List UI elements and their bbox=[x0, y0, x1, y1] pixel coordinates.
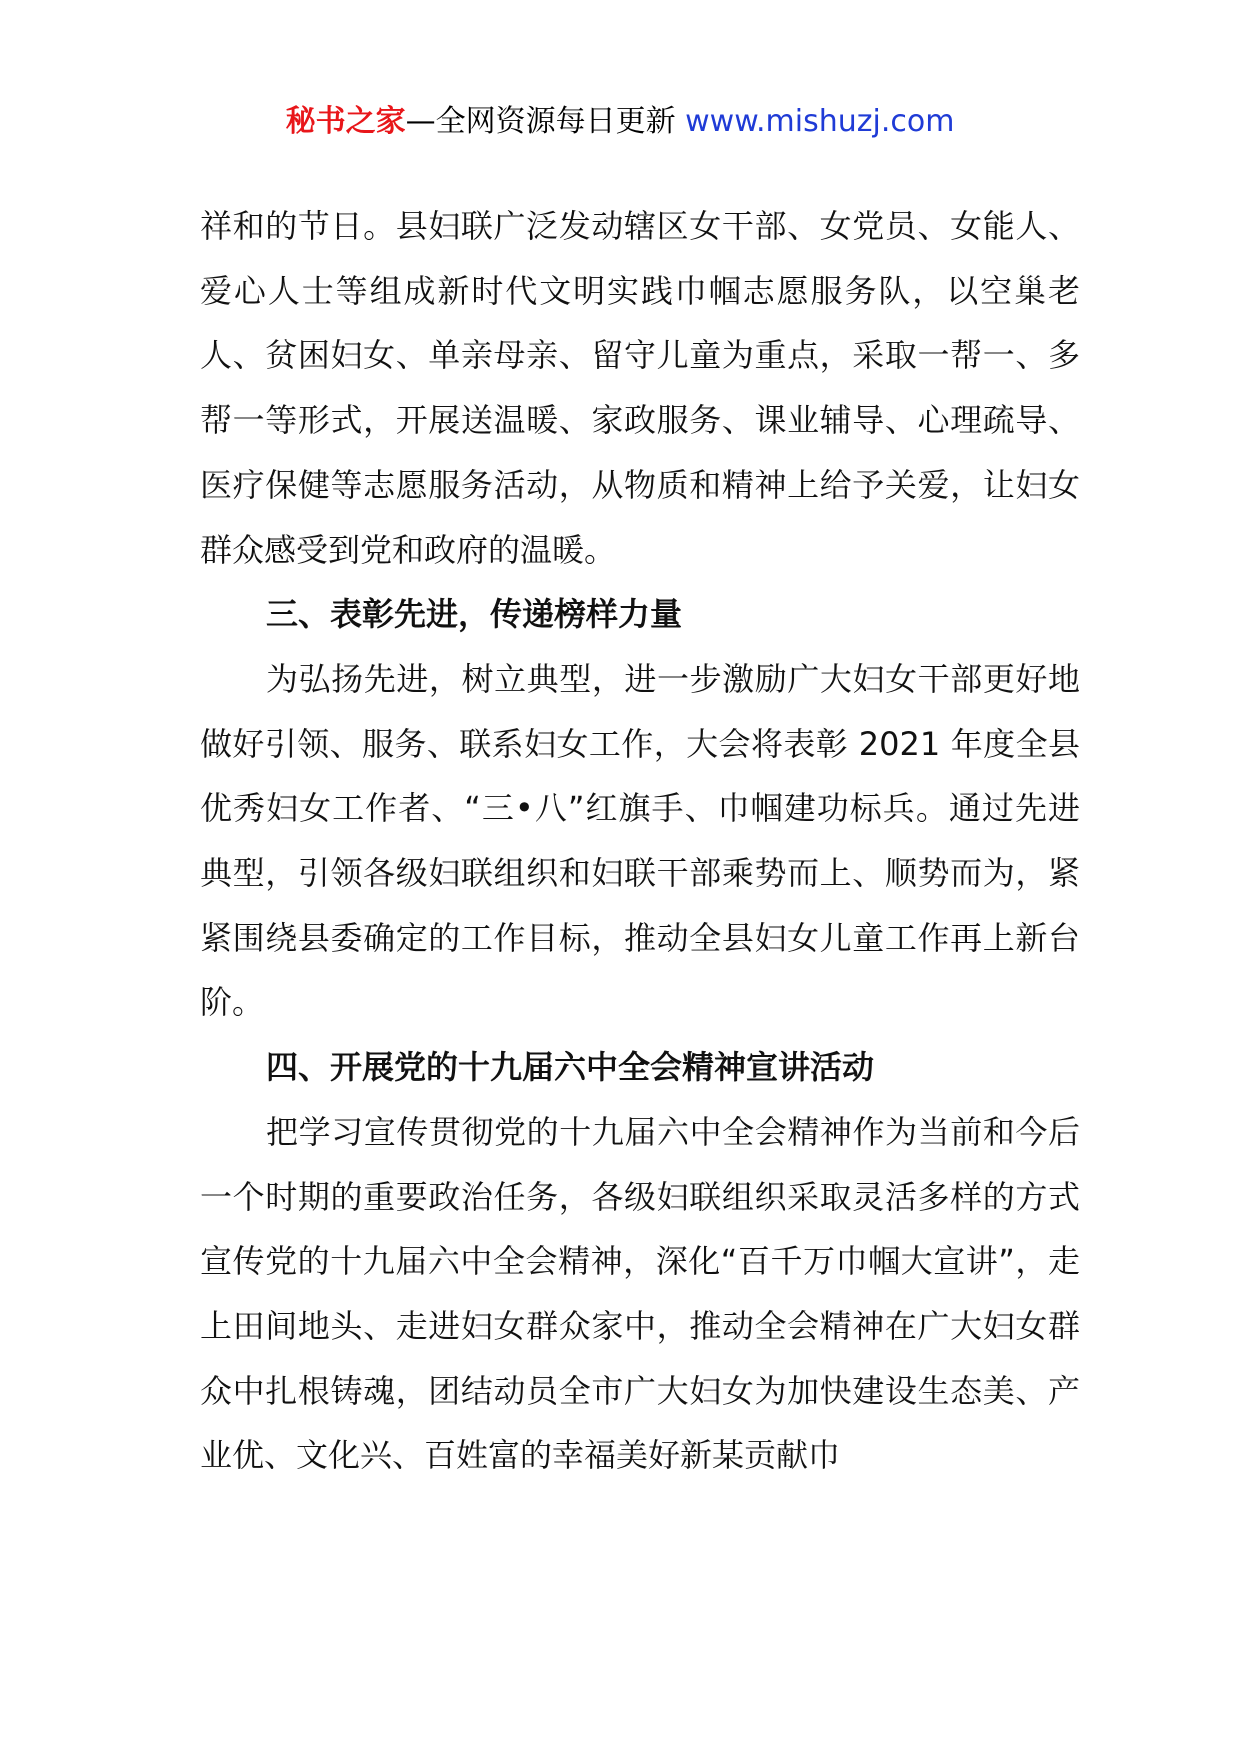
page-header bbox=[0, 100, 1240, 144]
paragraph-commendation: 为弘扬先进，树立典型，进一步激励广大妇女干部更好地做好引领、服务、联系妇女工作，大会将表彰 2021 年度全县优秀妇女工作者、“三•八”红旗手、巾帼建功标兵。通过先进典型，引领各级妇联组织和妇联干部乘势而上、顺势而为，紧紧围绕县委确定的工作目标，推动全县妇女儿童工作再上新台阶。 bbox=[200, 659, 1080, 1022]
section-heading-3: 三、表彰先进，传递榜样力量 bbox=[266, 595, 683, 634]
document-body bbox=[200, 194, 1080, 1488]
section-heading-4: 四、开展党的十九届六中全会精神宣讲活动 bbox=[266, 1048, 875, 1087]
site-url-link[interactable]: www.mishuzj.com bbox=[685, 104, 955, 139]
site-tagline: —全网资源每日更新 bbox=[405, 104, 676, 139]
paragraph-propaganda: 把学习宣传贯彻党的十九届六中全会精神作为当前和今后一个时期的重要政治任务，各级妇联组织采取灵活多样的方式宣传党的十九届六中全会精神，深化“百千万巾帼大宣讲”，走上田间地头、走进妇女群众家中，推动全会精神在广大妇女群众中扎根铸魂，团结动员全市广大妇女为加快建设生态美、产业优、文化兴、百姓富的幸福美好新某贡献巾 bbox=[200, 1112, 1080, 1475]
site-brand: 秘书之家 bbox=[285, 104, 406, 139]
paragraph-continued: 祥和的节日。县妇联广泛发动辖区女干部、女党员、女能人、爱心人士等组成新时代文明实践巾帼志愿服务队，以空巢老人、贫困妇女、单亲母亲、留守儿童为重点，采取一帮一、多帮一等形式，开展送温暖、家政服务、课业辅导、心理疏导、医疗保健等志愿服务活动，从物质和精神上给予关爱，让妇女群众感受到党和政府的温暖。 bbox=[200, 207, 1080, 569]
